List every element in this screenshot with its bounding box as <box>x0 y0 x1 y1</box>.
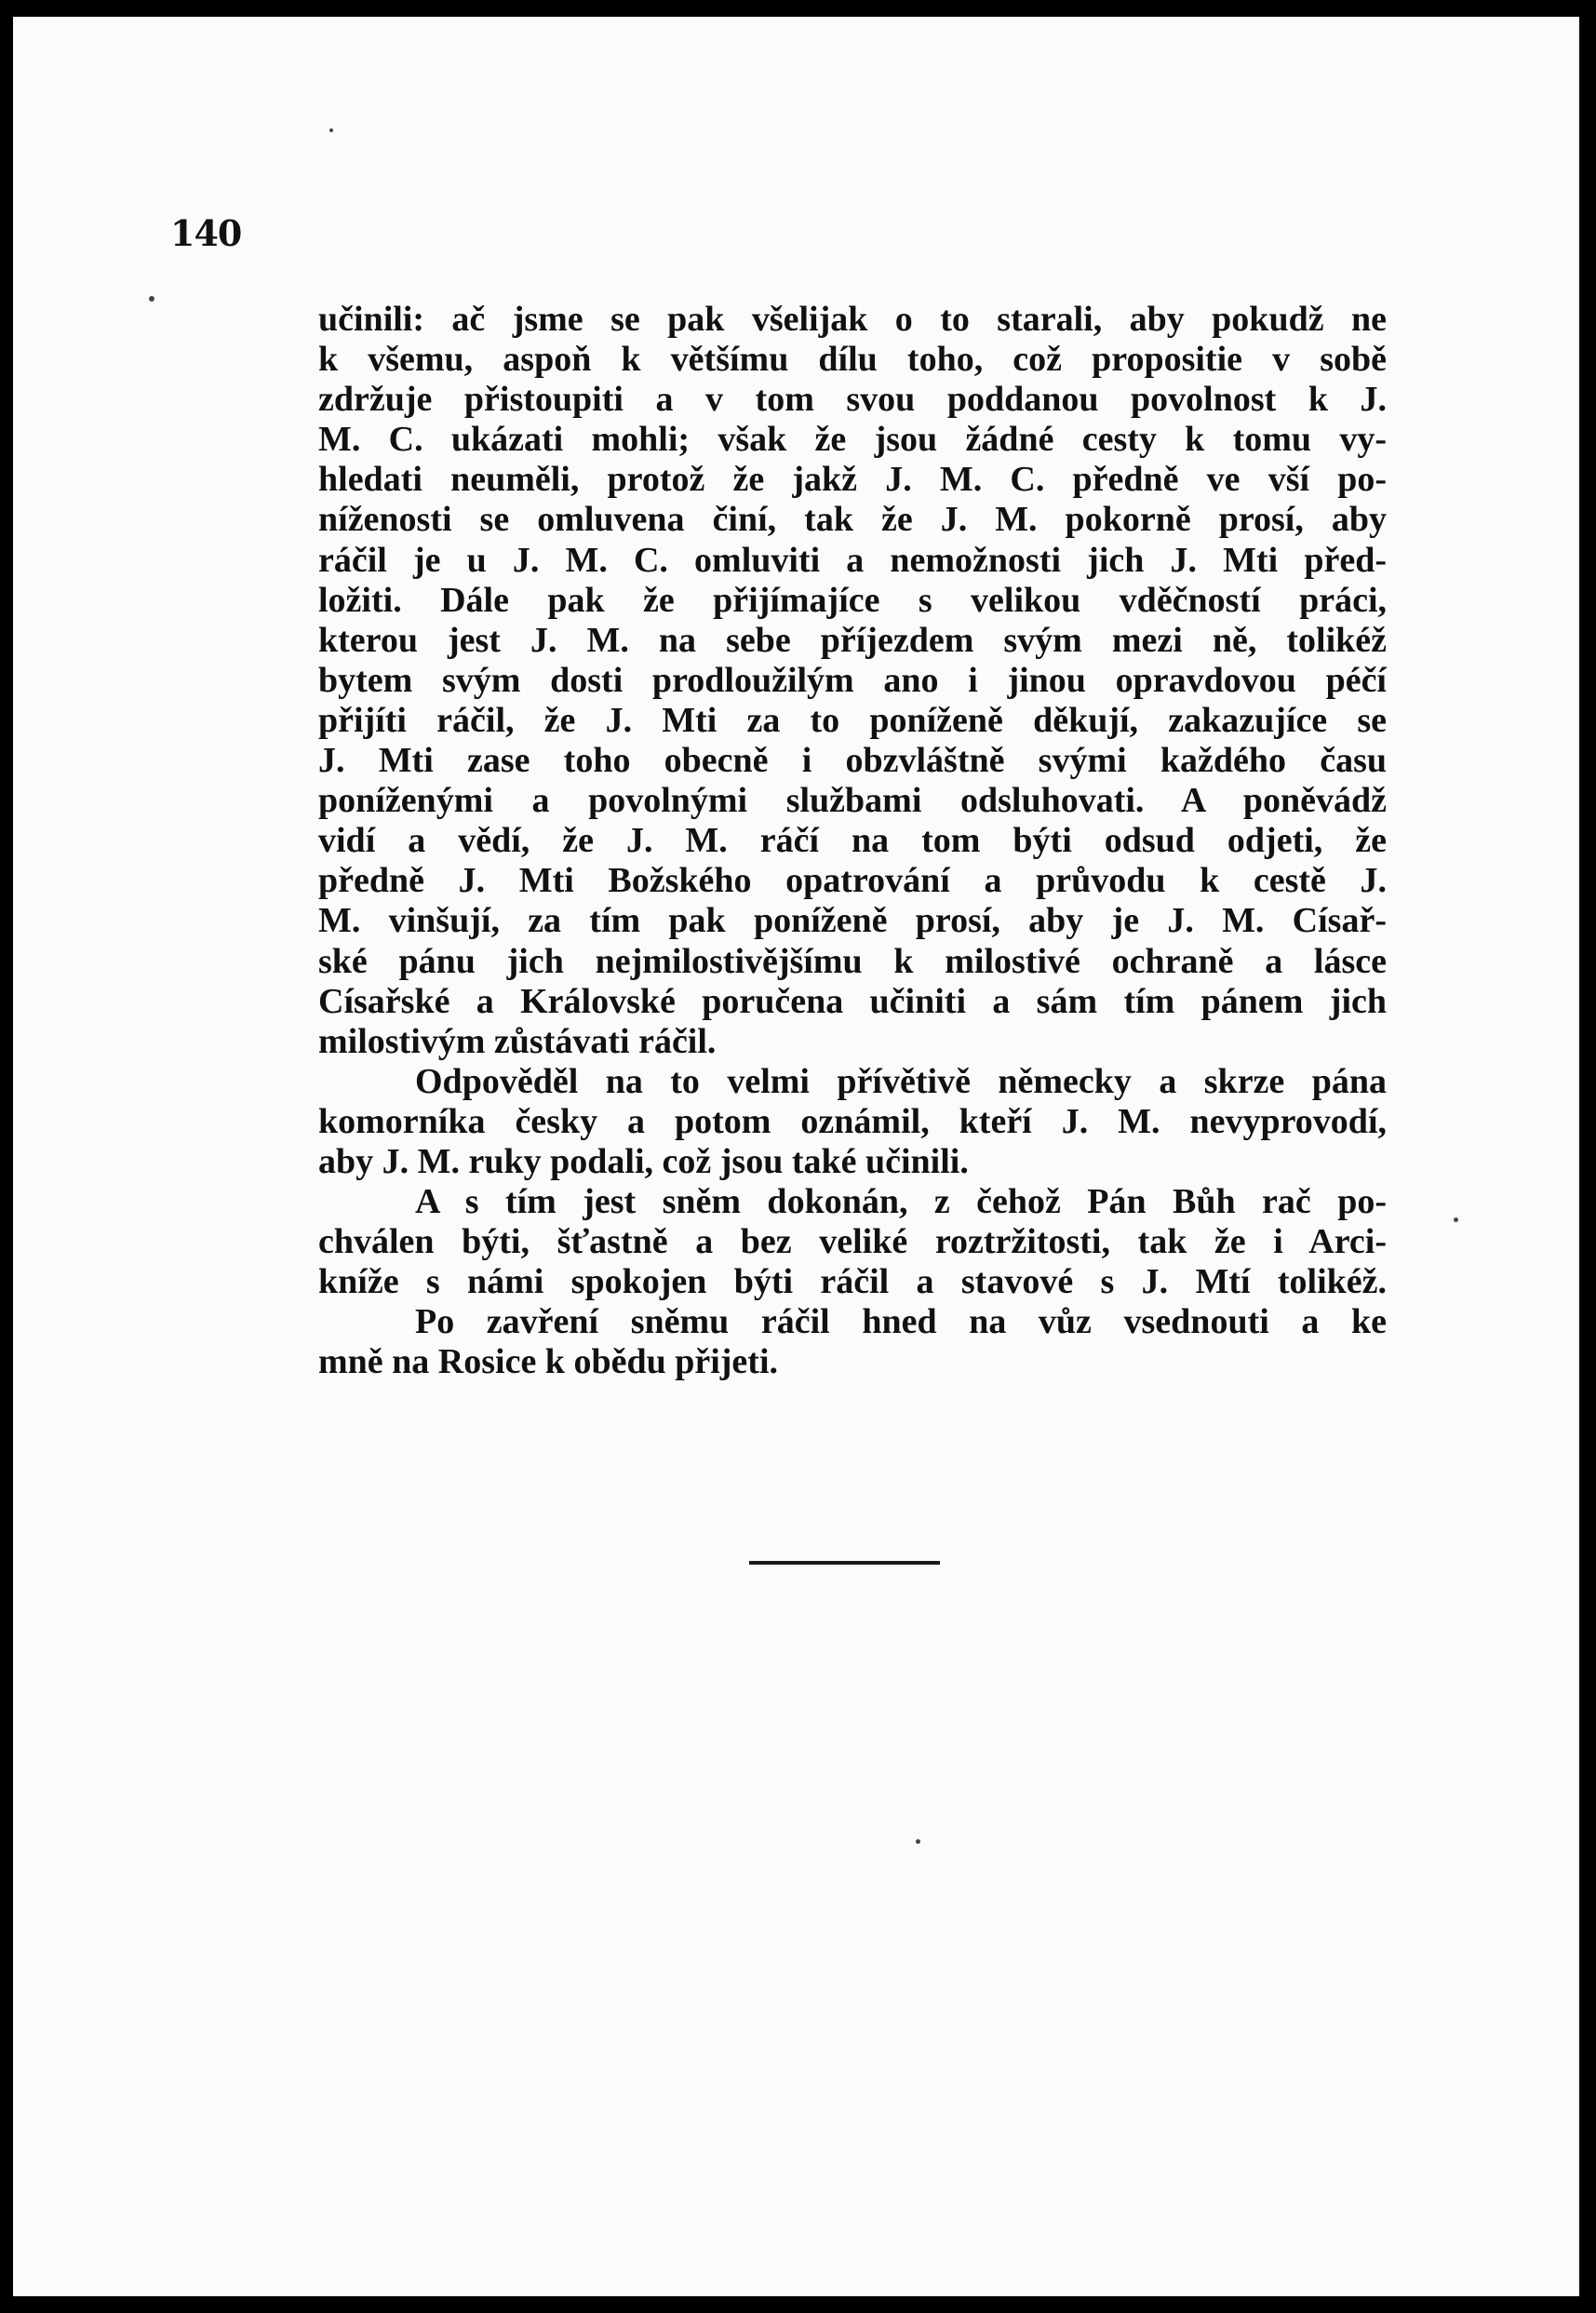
page-number: 140 <box>170 212 242 254</box>
text-line: J. Mti zase toho obecně i obzvláštně svými každého času <box>318 741 1387 781</box>
text-line: níženosti se omluvena činí, tak že J. M. pokorně prosí, aby <box>318 500 1387 540</box>
text-line: učinili: ač jsme se pak všelijak o to starali, aby pokudž ne <box>318 300 1387 339</box>
scan-speck <box>149 296 154 302</box>
text-line: Císařské a Královské poručena učiniti a sám tím pánem jich <box>318 981 1387 1021</box>
text-line: vidí a vědí, že J. M. ráčí na tom býti odsud odjeti, že <box>318 821 1387 861</box>
text-line: Odpověděl na to velmi přívětivě německy a skrze pána <box>415 1061 1387 1101</box>
text-line: M. C. ukázati mohli; však že jsou žádné cesty k tomu vy- <box>318 420 1387 460</box>
text-line: Po zavření sněmu ráčil hned na vůz vsednouti a ke <box>415 1302 1387 1342</box>
body-text <box>318 300 1387 1383</box>
scan-speck <box>329 128 333 132</box>
text-line: bytem svým dosti prodloužilým ano i jinou opravdovou péčí <box>318 660 1387 700</box>
text-line: mně na Rosice k obědu přijeti. <box>318 1342 778 1382</box>
text-line: milostivým zůstávati ráčil. <box>318 1021 717 1061</box>
text-line: hledati neuměli, protož že jakž J. M. C. předně ve vší po- <box>318 460 1387 500</box>
scan-speck <box>916 1839 920 1844</box>
text-line: k všemu, aspoň k většímu dílu toho, což propositie v sobě <box>318 340 1387 380</box>
text-line: ráčil je u J. M. C. omluviti a nemožnosti jich J. Mti před- <box>318 540 1387 580</box>
text-line: přijíti ráčil, že J. Mti za to poníženě děkují, zakazujíce se <box>318 700 1387 740</box>
text-line: předně J. Mti Božského opatrování a průvodu k cestě J. <box>318 861 1387 901</box>
end-rule <box>749 1561 940 1565</box>
text-line: komorníka česky a potom oznámil, kteří J. M. nevyprovodí, <box>318 1101 1387 1141</box>
text-line: kníže s námi spokojen býti ráčil a stavové s J. Mtí tolikéž. <box>318 1262 1387 1302</box>
text-line: kterou jest J. M. na sebe příjezdem svým mezi ně, tolikéž <box>318 620 1387 660</box>
text-line: zdržuje přistoupiti a v tom svou poddanou povolnost k J. <box>318 380 1387 420</box>
scan-speck <box>1454 1217 1458 1222</box>
text-line: A s tím jest sněm dokonán, z čehož Pán Bůh rač po- <box>415 1182 1387 1222</box>
text-line: M. vinšují, za tím pak poníženě prosí, aby je J. M. Císař- <box>318 901 1387 941</box>
text-line: aby J. M. ruky podali, což jsou také učinili. <box>318 1141 969 1181</box>
document-page <box>13 17 1579 2296</box>
text-line: poníženými a povolnými službami odsluhovati. A poněvádž <box>318 781 1387 821</box>
text-line: ské pánu jich nejmilostivějšímu k milostivé ochraně a lásce <box>318 941 1387 981</box>
text-line: ložiti. Dále pak že přijímajíce s velikou vděčností práci, <box>318 580 1387 620</box>
text-line: chválen býti, šťastně a bez veliké roztržitosti, tak že i Arci- <box>318 1222 1387 1262</box>
